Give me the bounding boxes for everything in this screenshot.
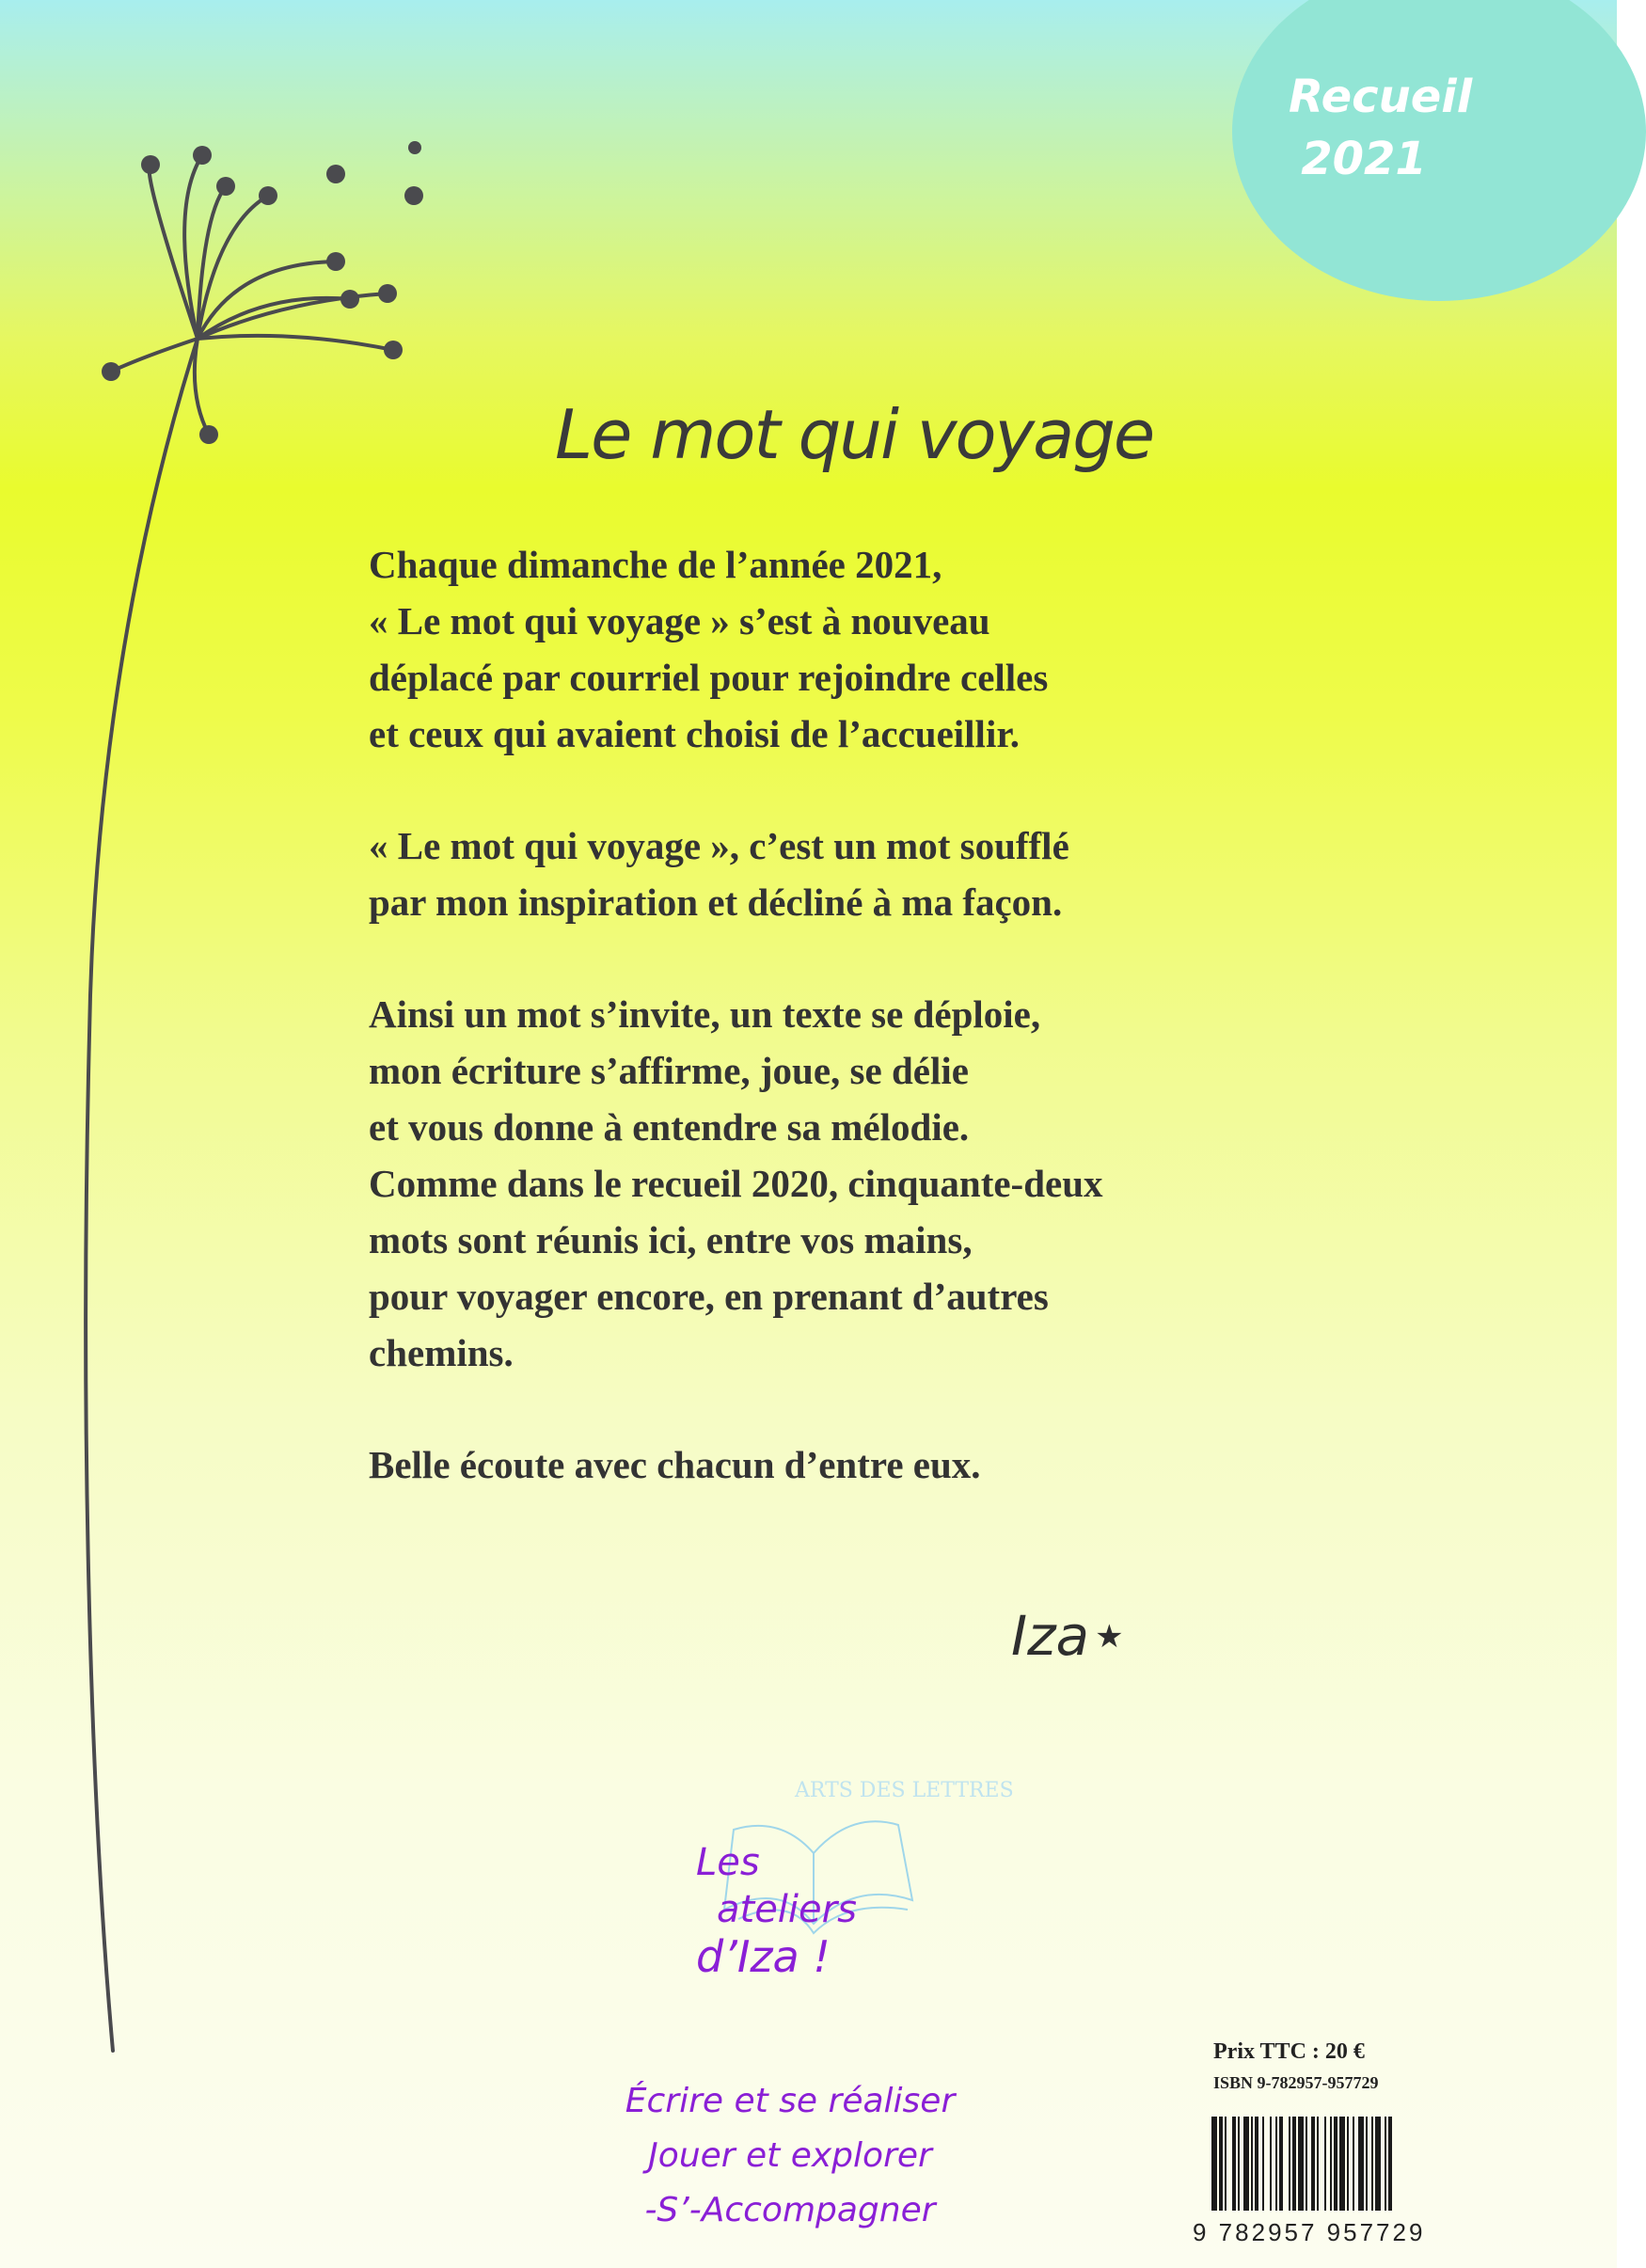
text-line: déplacé par courriel pour rejoindre celles [369,656,1049,699]
text-line: Comme dans le recueil 2020, cinquante-deux [369,1162,1103,1205]
text-line: Chaque dimanche de l’année 2021, [369,543,942,586]
text-line: Belle écoute avec chacun d’entre eux. [369,1443,981,1486]
text-line: par mon inspiration et décliné à ma façon. [369,880,1063,924]
barcode-icon [1208,2117,1452,2220]
price-label: Prix TTC : 20 € [1213,2039,1365,2064]
logo-line-3: d’Iza ! [696,1931,831,1982]
text-line: mon écriture s’affirme, joue, se délie [369,1049,969,1092]
price-and-barcode [1185,2024,1467,2250]
motto-line: Écrire et se réaliser [625,2082,956,2120]
paragraph-2 [369,817,1309,930]
blurb [369,536,1309,1548]
paragraph-3 [369,986,1309,1381]
text-line: Ainsi un mot s’invite, un texte se déploie, [369,992,1041,1036]
star-icon: ★ [1095,1618,1124,1656]
book-title: Le mot qui voyage [555,395,1154,474]
text-line: mots sont réunis ici, entre vos mains, [369,1218,973,1261]
text-line: et vous donne à entendre sa mélodie. [369,1105,970,1149]
text-line: et ceux qui avaient choisi de l’accueillir. [369,712,1021,755]
signature-text: Iza [1011,1604,1090,1668]
badge-line-2: 2021 [1301,133,1427,185]
motto [616,2074,964,2238]
motto-line: -S’-Accompagner [644,2191,936,2229]
motto-line: Jouer et explorer [648,2136,932,2175]
recueil-badge-text [1289,66,1473,190]
logo-line-1: Les [696,1841,760,1884]
paragraph-1 [369,536,1309,762]
text-line: « Le mot qui voyage » s’est à nouveau [369,599,990,642]
barcode-digits: 9 782957 957729 [1193,2218,1426,2246]
paragraph-4 [369,1436,1309,1493]
text-line: pour voyager encore, en prenant d’autres [369,1275,1049,1318]
text-line: « Le mot qui voyage », c’est un mot soufflé [369,824,1069,867]
badge-line-1: Recueil [1289,71,1473,123]
author-signature [1011,1604,1124,1668]
logo-art-letters: ARTS DES LETTRES [795,1779,1014,1802]
isbn-label: ISBN 9-782957-957729 [1213,2073,1379,2092]
text-line: chemins. [369,1331,514,1374]
ateliers-logo [696,1839,857,1980]
logo-line-2: ateliers [717,1888,857,1931]
